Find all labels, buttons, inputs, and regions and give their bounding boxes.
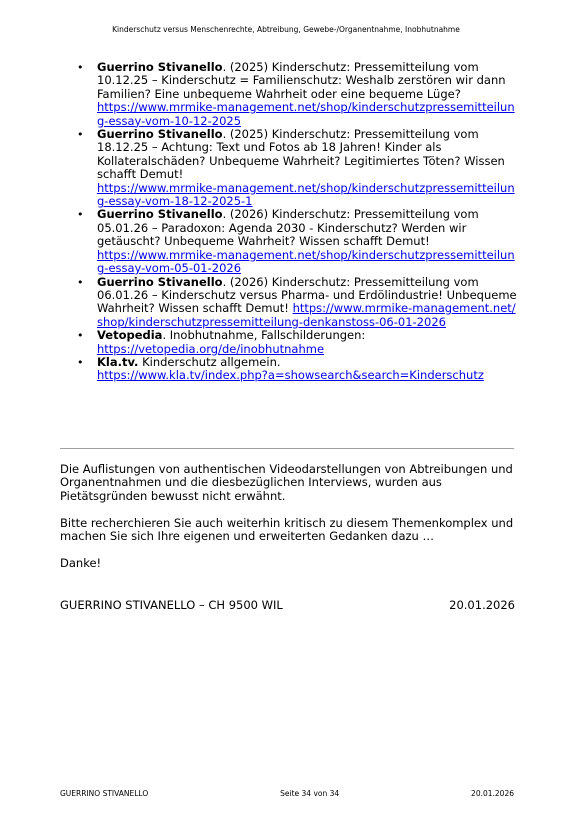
bullet-icon: • (77, 61, 84, 74)
section-divider (60, 448, 514, 449)
reference-text: . (2025) Kinderschutz: Pressemitteilung vom 10.12.25 – Kinderschutz = Familienschutz: Weshalb zerstören wir dann Familien? Eine unbequeme Wahrheit oder eine bequeme Lüge? (97, 60, 506, 101)
reference-link[interactable]: https://www.mrmike-management.net/shop/kinderschutzpressemitteilung-essay-vom-10-12-2025 (97, 100, 515, 128)
footer-author: GUERRINO STIVANELLO (60, 789, 149, 798)
reference-link[interactable]: https://www.kla.tv/index.php?a=showsearch&search=Kinderschutz (97, 368, 484, 383)
reference-item (77, 128, 517, 208)
reference-item (77, 356, 517, 383)
signature-date: 20.01.2026 (449, 598, 515, 612)
bullet-icon: • (77, 329, 84, 343)
reference-text: . (2026) Kinderschutz: Pressemitteilung vom 05.01.26 – Paradoxon: Agenda 2030 - Kinderschutz? Werden wir getäuscht? Unbequeme Wahrheit? Wissen schafft Demut! (97, 207, 479, 249)
footer-page-number: Seite 34 von 34 (280, 789, 340, 798)
bullet-icon: • (77, 275, 84, 289)
signature-line (60, 598, 515, 612)
reference-link[interactable]: https://www.mrmike-management.net/shop/kinderschutzpressemitteilung-essay-vom-05-01-2026 (97, 247, 515, 276)
bullet-icon: • (77, 355, 84, 369)
reference-text: . Inobhutnahme, Fallschilderungen: (162, 328, 366, 343)
page-footer (60, 789, 514, 798)
reference-item (77, 61, 517, 128)
closing-paragraph: Die Auflistungen von authentischen Videodarstellungen von Abtreibungen und Organentnahmen und die diesbezüglichen Interviews, wurden aus Pietätsgründen bewusst nicht erwähnt. (60, 462, 513, 503)
signature-name: GUERRINO STIVANELLO – CH 9500 WIL (60, 598, 283, 612)
reference-author: Guerrino Stivanello (97, 207, 223, 222)
reference-item (77, 276, 517, 330)
bullet-icon: • (77, 128, 84, 142)
reference-text: . (2026) Kinderschutz: Pressemitteilung vom 06.01.26 – Kinderschutz versus Pharma- und Erdölindustrie! Unbequeme Wahrheit? Wissen schafft Demut! (97, 274, 517, 316)
reference-author: Vetopedia (97, 328, 163, 343)
reference-author: Guerrino Stivanello (97, 60, 223, 74)
reference-author: Guerrino Stivanello (97, 127, 223, 142)
reference-item (77, 208, 517, 275)
reference-link[interactable]: https://www.mrmike-management.net/shop/kinderschutzpressemitteilung-denkanstoss-06-01-2026 (97, 301, 516, 329)
reference-link[interactable]: https://www.mrmike-management.net/shop/kinderschutzpressemitteilung-essay-vom-18-12-2025-1 (97, 180, 515, 209)
reference-list (77, 61, 517, 383)
reference-link[interactable]: https://vetopedia.org/de/inobhutnahme (97, 341, 325, 356)
bullet-icon: • (77, 208, 84, 222)
reference-text: . (2025) Kinderschutz: Pressemitteilung vom 18.12.25 – Achtung: Text und Fotos ab 18 Jahren! Kinder als Kollateralschäden? Unbequeme Wahrheit? Legitimiertes Töten? Wissen schafft Demut! (97, 127, 505, 182)
thanks-text: Danke! (60, 556, 102, 570)
reference-author: Guerrino Stivanello (97, 274, 223, 289)
page-header: Kinderschutz versus Menschenrechte, Abtreibung, Gewebe-/Organentnahme, Inobhutnahme (112, 25, 460, 34)
reference-item (77, 329, 517, 356)
reference-author: Kla.tv. (97, 354, 139, 369)
closing-paragraph: Bitte recherchieren Sie auch weiterhin kritisch zu diesem Themenkomplex und machen Sie sich Ihre eigenen und erweiterten Gedanken dazu … (60, 516, 514, 544)
footer-date: 20.01.2026 (471, 789, 514, 798)
reference-text: Kinderschutz allgemein. (138, 354, 281, 369)
